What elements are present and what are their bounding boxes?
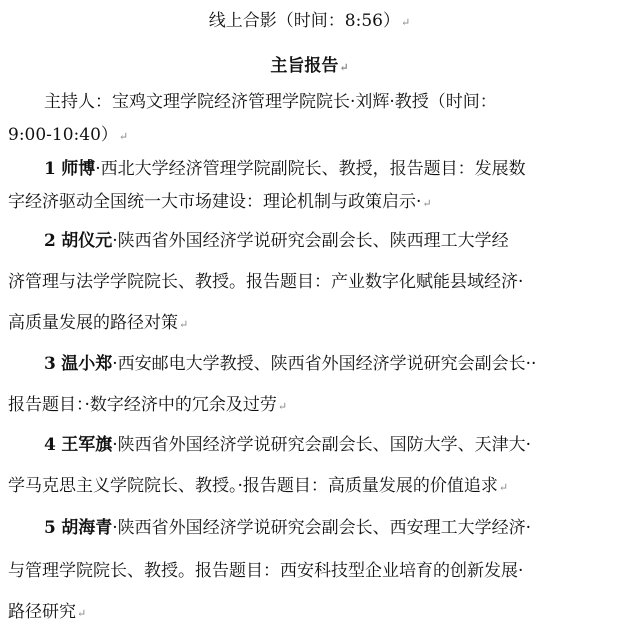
paragraph-mark: ↵ xyxy=(498,481,509,494)
speaker-4-line-2 xyxy=(8,475,611,499)
speaker-2-line-1 xyxy=(8,230,611,252)
speaker-description: ·西安邮电大学教授、陕西省外国经济学说研究会副会长·· xyxy=(112,354,537,374)
group-photo-title: 线上合影（时间：8:56） xyxy=(208,11,400,31)
speaker-3-line-1 xyxy=(8,353,611,375)
speaker-2-line-3 xyxy=(8,312,611,336)
paragraph-mark: ↵ xyxy=(277,400,288,413)
paragraph-mark: ↵ xyxy=(179,318,189,331)
speaker-number: 5 xyxy=(44,518,56,538)
speaker-name: 胡仪元 xyxy=(61,231,113,251)
speaker-description: 字经济驱动全国统一大市场建设：理论机制与政策启示· xyxy=(8,192,422,212)
speaker-description: ·陕西省外国经济学说研究会副会长、陕西理工大学经 xyxy=(112,231,509,251)
speaker-description: 高质量发展的路径对策 xyxy=(8,313,178,333)
speaker-5-line-3 xyxy=(8,601,611,625)
speaker-number: 1 xyxy=(44,159,56,179)
speaker-number: 3 xyxy=(44,354,56,374)
keynote-title: 主旨报告 xyxy=(270,56,339,76)
host-line-2 xyxy=(8,124,611,148)
host-line-1 xyxy=(8,91,611,113)
speaker-description: 报告题目：·数字经济中的冗余及过劳 xyxy=(8,395,277,415)
paragraph-mark: ↵ xyxy=(422,197,432,210)
host-text: 主持人：宝鸡文理学院经济管理学院院长·刘辉·教授（时间： xyxy=(44,92,497,112)
speaker-name: 王军旗 xyxy=(61,435,113,455)
speaker-description: 济管理与法学学院院长、教授。报告题目：产业数字化赋能县域经济· xyxy=(8,272,524,292)
speaker-5-line-2 xyxy=(8,560,611,582)
speaker-description: 路径研究 xyxy=(8,602,76,622)
speaker-name: 师博 xyxy=(61,159,96,179)
keynote-heading xyxy=(0,55,619,79)
speaker-description: ·西北大学经济管理学院副院长、教授，报告题目：发展数 xyxy=(95,159,526,179)
speaker-description: 与管理学院院长、教授。报告题目：西安科技型企业培育的创新发展· xyxy=(8,561,524,581)
speaker-1-line-1 xyxy=(8,158,611,180)
speaker-4-line-1 xyxy=(8,434,611,456)
speaker-description: ·陕西省外国经济学说研究会副会长、西安理工大学经济· xyxy=(112,518,532,538)
speaker-number: 4 xyxy=(44,435,56,455)
speaker-name: 温小郑 xyxy=(61,354,113,374)
host-time: 9:00-10:40） xyxy=(8,125,118,145)
speaker-name: 胡海青 xyxy=(61,518,113,538)
speaker-number: 2 xyxy=(44,231,56,251)
speaker-2-line-2 xyxy=(8,271,611,293)
paragraph-mark: ↵ xyxy=(118,130,129,143)
paragraph-mark: ↵ xyxy=(400,16,411,29)
speaker-3-line-2 xyxy=(8,394,611,418)
group-photo-heading xyxy=(0,10,619,34)
speaker-5-line-1 xyxy=(8,517,611,539)
paragraph-mark: ↵ xyxy=(77,607,87,620)
speaker-description: ·陕西省外国经济学说研究会副会长、国防大学、天津大· xyxy=(112,435,532,455)
speaker-1-line-2 xyxy=(8,191,611,215)
speaker-description: 学马克思主义学院院长、教授。·报告题目：高质量发展的价值追求 xyxy=(8,476,498,496)
paragraph-mark: ↵ xyxy=(339,61,349,74)
